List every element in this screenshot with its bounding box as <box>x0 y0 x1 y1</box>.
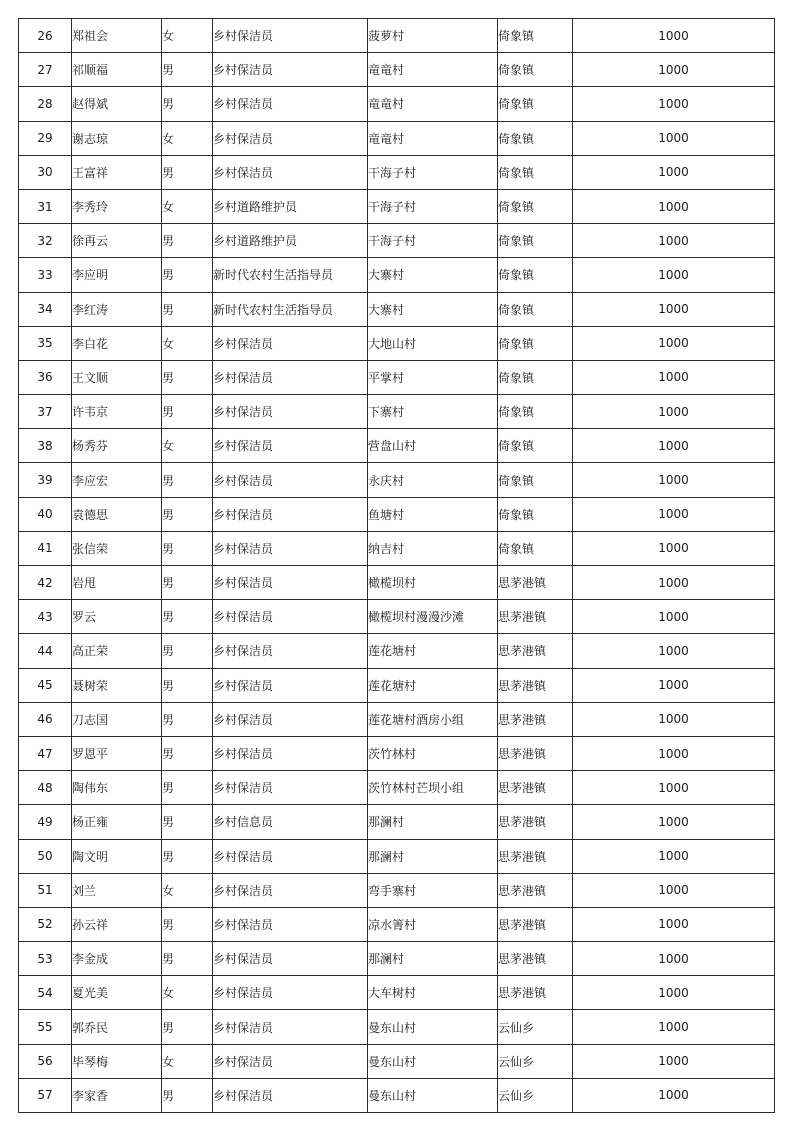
town-cell: 思茅港镇 <box>498 736 573 770</box>
village-cell: 干海子村 <box>368 189 498 223</box>
serial-number-cell: 43 <box>19 600 72 634</box>
amount-cell: 1000 <box>573 395 775 429</box>
table-row <box>19 634 775 668</box>
name-cell: 罗云 <box>72 600 162 634</box>
serial-number-cell: 49 <box>19 805 72 839</box>
table-row <box>19 1044 775 1078</box>
gender-cell: 女 <box>162 1044 213 1078</box>
position-cell: 乡村保洁员 <box>213 942 368 976</box>
village-cell: 曼东山村 <box>368 1078 498 1112</box>
name-cell: 聂树荣 <box>72 668 162 702</box>
name-cell: 李秀玲 <box>72 189 162 223</box>
town-cell: 思茅港镇 <box>498 873 573 907</box>
town-cell: 倚象镇 <box>498 189 573 223</box>
gender-cell: 男 <box>162 805 213 839</box>
amount-cell: 1000 <box>573 600 775 634</box>
village-cell: 纳吉村 <box>368 531 498 565</box>
gender-cell: 男 <box>162 224 213 258</box>
amount-cell: 1000 <box>573 805 775 839</box>
serial-number-cell: 46 <box>19 702 72 736</box>
gender-cell: 男 <box>162 360 213 394</box>
village-cell: 莲花塘村 <box>368 668 498 702</box>
position-cell: 乡村保洁员 <box>213 121 368 155</box>
position-cell: 乡村保洁员 <box>213 53 368 87</box>
gender-cell: 男 <box>162 839 213 873</box>
position-cell: 乡村保洁员 <box>213 771 368 805</box>
town-cell: 思茅港镇 <box>498 805 573 839</box>
town-cell: 倚象镇 <box>498 53 573 87</box>
position-cell: 乡村保洁员 <box>213 429 368 463</box>
serial-number-cell: 37 <box>19 395 72 429</box>
position-cell: 乡村信息员 <box>213 805 368 839</box>
amount-cell: 1000 <box>573 53 775 87</box>
gender-cell: 男 <box>162 53 213 87</box>
gender-cell: 男 <box>162 942 213 976</box>
village-cell: 大车树村 <box>368 976 498 1010</box>
serial-number-cell: 34 <box>19 292 72 326</box>
table-row <box>19 189 775 223</box>
serial-number-cell: 39 <box>19 463 72 497</box>
amount-cell: 1000 <box>573 976 775 1010</box>
serial-number-cell: 41 <box>19 531 72 565</box>
name-cell: 李应宏 <box>72 463 162 497</box>
amount-cell: 1000 <box>573 1044 775 1078</box>
village-cell: 竜竜村 <box>368 87 498 121</box>
town-cell: 思茅港镇 <box>498 600 573 634</box>
amount-cell: 1000 <box>573 429 775 463</box>
position-cell: 乡村道路维护员 <box>213 224 368 258</box>
serial-number-cell: 44 <box>19 634 72 668</box>
position-cell: 新时代农村生活指导员 <box>213 258 368 292</box>
gender-cell: 男 <box>162 395 213 429</box>
position-cell: 乡村保洁员 <box>213 1078 368 1112</box>
serial-number-cell: 52 <box>19 907 72 941</box>
name-cell: 毕琴梅 <box>72 1044 162 1078</box>
name-cell: 李白花 <box>72 326 162 360</box>
amount-cell: 1000 <box>573 942 775 976</box>
village-cell: 茨竹林村芒坝小组 <box>368 771 498 805</box>
name-cell: 赵得斌 <box>72 87 162 121</box>
village-cell: 大地山村 <box>368 326 498 360</box>
serial-number-cell: 51 <box>19 873 72 907</box>
village-cell: 营盘山村 <box>368 429 498 463</box>
position-cell: 乡村保洁员 <box>213 326 368 360</box>
amount-cell: 1000 <box>573 497 775 531</box>
town-cell: 倚象镇 <box>498 258 573 292</box>
amount-cell: 1000 <box>573 634 775 668</box>
serial-number-cell: 33 <box>19 258 72 292</box>
position-cell: 乡村保洁员 <box>213 736 368 770</box>
amount-cell: 1000 <box>573 873 775 907</box>
table-row <box>19 942 775 976</box>
town-cell: 倚象镇 <box>498 87 573 121</box>
serial-number-cell: 27 <box>19 53 72 87</box>
gender-cell: 男 <box>162 1010 213 1044</box>
town-cell: 思茅港镇 <box>498 771 573 805</box>
serial-number-cell: 47 <box>19 736 72 770</box>
name-cell: 岩甩 <box>72 566 162 600</box>
village-cell: 那澜村 <box>368 942 498 976</box>
gender-cell: 男 <box>162 566 213 600</box>
name-cell: 郑祖会 <box>72 19 162 53</box>
village-cell: 竜竜村 <box>368 53 498 87</box>
gender-cell: 男 <box>162 634 213 668</box>
name-cell: 祁顺福 <box>72 53 162 87</box>
village-cell: 橄榄坝村漫漫沙滩 <box>368 600 498 634</box>
table-row <box>19 1078 775 1112</box>
amount-cell: 1000 <box>573 19 775 53</box>
name-cell: 杨正雍 <box>72 805 162 839</box>
name-cell: 王文顺 <box>72 360 162 394</box>
town-cell: 倚象镇 <box>498 19 573 53</box>
table-row <box>19 771 775 805</box>
village-cell: 平掌村 <box>368 360 498 394</box>
town-cell: 思茅港镇 <box>498 634 573 668</box>
gender-cell: 男 <box>162 668 213 702</box>
table-row <box>19 19 775 53</box>
village-cell: 下寨村 <box>368 395 498 429</box>
village-cell: 茨竹林村 <box>368 736 498 770</box>
serial-number-cell: 36 <box>19 360 72 394</box>
gender-cell: 男 <box>162 600 213 634</box>
position-cell: 乡村保洁员 <box>213 566 368 600</box>
village-cell: 橄榄坝村 <box>368 566 498 600</box>
gender-cell: 男 <box>162 531 213 565</box>
village-cell: 那澜村 <box>368 839 498 873</box>
name-cell: 徐再云 <box>72 224 162 258</box>
town-cell: 云仙乡 <box>498 1078 573 1112</box>
amount-cell: 1000 <box>573 463 775 497</box>
town-cell: 倚象镇 <box>498 224 573 258</box>
amount-cell: 1000 <box>573 258 775 292</box>
village-cell: 干海子村 <box>368 155 498 189</box>
table-row <box>19 907 775 941</box>
serial-number-cell: 38 <box>19 429 72 463</box>
position-cell: 乡村道路维护员 <box>213 189 368 223</box>
town-cell: 倚象镇 <box>498 395 573 429</box>
village-cell: 那澜村 <box>368 805 498 839</box>
name-cell: 杨秀芬 <box>72 429 162 463</box>
gender-cell: 男 <box>162 463 213 497</box>
town-cell: 倚象镇 <box>498 531 573 565</box>
serial-number-cell: 57 <box>19 1078 72 1112</box>
roster-body <box>19 19 775 1113</box>
amount-cell: 1000 <box>573 839 775 873</box>
amount-cell: 1000 <box>573 1010 775 1044</box>
town-cell: 倚象镇 <box>498 463 573 497</box>
name-cell: 袁德思 <box>72 497 162 531</box>
serial-number-cell: 42 <box>19 566 72 600</box>
table-row <box>19 702 775 736</box>
serial-number-cell: 45 <box>19 668 72 702</box>
amount-cell: 1000 <box>573 224 775 258</box>
town-cell: 云仙乡 <box>498 1010 573 1044</box>
name-cell: 张信荣 <box>72 531 162 565</box>
amount-cell: 1000 <box>573 155 775 189</box>
serial-number-cell: 28 <box>19 87 72 121</box>
gender-cell: 男 <box>162 87 213 121</box>
town-cell: 云仙乡 <box>498 1044 573 1078</box>
name-cell: 高正荣 <box>72 634 162 668</box>
name-cell: 刘兰 <box>72 873 162 907</box>
name-cell: 刀志国 <box>72 702 162 736</box>
gender-cell: 女 <box>162 121 213 155</box>
serial-number-cell: 48 <box>19 771 72 805</box>
village-cell: 凉水箐村 <box>368 907 498 941</box>
amount-cell: 1000 <box>573 121 775 155</box>
table-row <box>19 805 775 839</box>
town-cell: 思茅港镇 <box>498 942 573 976</box>
amount-cell: 1000 <box>573 531 775 565</box>
table-row <box>19 463 775 497</box>
serial-number-cell: 53 <box>19 942 72 976</box>
amount-cell: 1000 <box>573 326 775 360</box>
gender-cell: 女 <box>162 873 213 907</box>
table-row <box>19 839 775 873</box>
town-cell: 思茅港镇 <box>498 976 573 1010</box>
table-row <box>19 566 775 600</box>
village-cell: 大寨村 <box>368 258 498 292</box>
name-cell: 郭乔民 <box>72 1010 162 1044</box>
name-cell: 李应明 <box>72 258 162 292</box>
town-cell: 倚象镇 <box>498 326 573 360</box>
name-cell: 陶伟东 <box>72 771 162 805</box>
amount-cell: 1000 <box>573 360 775 394</box>
table-row <box>19 497 775 531</box>
name-cell: 李金成 <box>72 942 162 976</box>
serial-number-cell: 54 <box>19 976 72 1010</box>
serial-number-cell: 56 <box>19 1044 72 1078</box>
position-cell: 乡村保洁员 <box>213 702 368 736</box>
name-cell: 陶文明 <box>72 839 162 873</box>
village-cell: 曼东山村 <box>368 1010 498 1044</box>
roster-table <box>18 18 775 1113</box>
table-row <box>19 976 775 1010</box>
roster-sheet <box>18 18 775 1113</box>
serial-number-cell: 55 <box>19 1010 72 1044</box>
name-cell: 孙云祥 <box>72 907 162 941</box>
amount-cell: 1000 <box>573 702 775 736</box>
serial-number-cell: 50 <box>19 839 72 873</box>
table-row <box>19 53 775 87</box>
table-row <box>19 87 775 121</box>
amount-cell: 1000 <box>573 668 775 702</box>
amount-cell: 1000 <box>573 87 775 121</box>
village-cell: 弯手寨村 <box>368 873 498 907</box>
town-cell: 倚象镇 <box>498 429 573 463</box>
position-cell: 乡村保洁员 <box>213 1010 368 1044</box>
village-cell: 鱼塘村 <box>368 497 498 531</box>
village-cell: 永庆村 <box>368 463 498 497</box>
serial-number-cell: 26 <box>19 19 72 53</box>
name-cell: 谢志琼 <box>72 121 162 155</box>
table-row <box>19 360 775 394</box>
name-cell: 夏光美 <box>72 976 162 1010</box>
town-cell: 倚象镇 <box>498 155 573 189</box>
town-cell: 思茅港镇 <box>498 668 573 702</box>
serial-number-cell: 29 <box>19 121 72 155</box>
village-cell: 莲花塘村 <box>368 634 498 668</box>
serial-number-cell: 40 <box>19 497 72 531</box>
position-cell: 乡村保洁员 <box>213 668 368 702</box>
gender-cell: 女 <box>162 429 213 463</box>
position-cell: 乡村保洁员 <box>213 497 368 531</box>
amount-cell: 1000 <box>573 736 775 770</box>
village-cell: 竜竜村 <box>368 121 498 155</box>
table-row <box>19 600 775 634</box>
amount-cell: 1000 <box>573 907 775 941</box>
position-cell: 乡村保洁员 <box>213 1044 368 1078</box>
gender-cell: 男 <box>162 702 213 736</box>
town-cell: 思茅港镇 <box>498 566 573 600</box>
gender-cell: 男 <box>162 155 213 189</box>
gender-cell: 女 <box>162 326 213 360</box>
village-cell: 大寨村 <box>368 292 498 326</box>
gender-cell: 男 <box>162 258 213 292</box>
position-cell: 乡村保洁员 <box>213 976 368 1010</box>
gender-cell: 男 <box>162 771 213 805</box>
table-row <box>19 155 775 189</box>
town-cell: 思茅港镇 <box>498 702 573 736</box>
amount-cell: 1000 <box>573 189 775 223</box>
village-cell: 菠萝村 <box>368 19 498 53</box>
position-cell: 乡村保洁员 <box>213 600 368 634</box>
amount-cell: 1000 <box>573 292 775 326</box>
position-cell: 乡村保洁员 <box>213 19 368 53</box>
position-cell: 新时代农村生活指导员 <box>213 292 368 326</box>
village-cell: 莲花塘村酒房小组 <box>368 702 498 736</box>
table-row <box>19 1010 775 1044</box>
table-row <box>19 873 775 907</box>
gender-cell: 男 <box>162 907 213 941</box>
table-row <box>19 224 775 258</box>
gender-cell: 男 <box>162 736 213 770</box>
gender-cell: 女 <box>162 19 213 53</box>
table-row <box>19 395 775 429</box>
table-row <box>19 258 775 292</box>
serial-number-cell: 30 <box>19 155 72 189</box>
table-row <box>19 429 775 463</box>
serial-number-cell: 35 <box>19 326 72 360</box>
position-cell: 乡村保洁员 <box>213 155 368 189</box>
gender-cell: 女 <box>162 189 213 223</box>
serial-number-cell: 32 <box>19 224 72 258</box>
position-cell: 乡村保洁员 <box>213 395 368 429</box>
gender-cell: 男 <box>162 497 213 531</box>
name-cell: 李家香 <box>72 1078 162 1112</box>
town-cell: 思茅港镇 <box>498 907 573 941</box>
serial-number-cell: 31 <box>19 189 72 223</box>
position-cell: 乡村保洁员 <box>213 360 368 394</box>
position-cell: 乡村保洁员 <box>213 634 368 668</box>
position-cell: 乡村保洁员 <box>213 87 368 121</box>
table-row <box>19 121 775 155</box>
name-cell: 王富祥 <box>72 155 162 189</box>
town-cell: 思茅港镇 <box>498 839 573 873</box>
gender-cell: 男 <box>162 1078 213 1112</box>
position-cell: 乡村保洁员 <box>213 907 368 941</box>
name-cell: 李红涛 <box>72 292 162 326</box>
town-cell: 倚象镇 <box>498 121 573 155</box>
gender-cell: 男 <box>162 292 213 326</box>
town-cell: 倚象镇 <box>498 360 573 394</box>
position-cell: 乡村保洁员 <box>213 839 368 873</box>
amount-cell: 1000 <box>573 1078 775 1112</box>
amount-cell: 1000 <box>573 566 775 600</box>
gender-cell: 女 <box>162 976 213 1010</box>
position-cell: 乡村保洁员 <box>213 873 368 907</box>
village-cell: 曼东山村 <box>368 1044 498 1078</box>
position-cell: 乡村保洁员 <box>213 463 368 497</box>
table-row <box>19 326 775 360</box>
town-cell: 倚象镇 <box>498 292 573 326</box>
table-row <box>19 736 775 770</box>
name-cell: 许韦京 <box>72 395 162 429</box>
name-cell: 罗恩平 <box>72 736 162 770</box>
table-row <box>19 531 775 565</box>
town-cell: 倚象镇 <box>498 497 573 531</box>
amount-cell: 1000 <box>573 771 775 805</box>
position-cell: 乡村保洁员 <box>213 531 368 565</box>
table-row <box>19 668 775 702</box>
village-cell: 干海子村 <box>368 224 498 258</box>
table-row <box>19 292 775 326</box>
